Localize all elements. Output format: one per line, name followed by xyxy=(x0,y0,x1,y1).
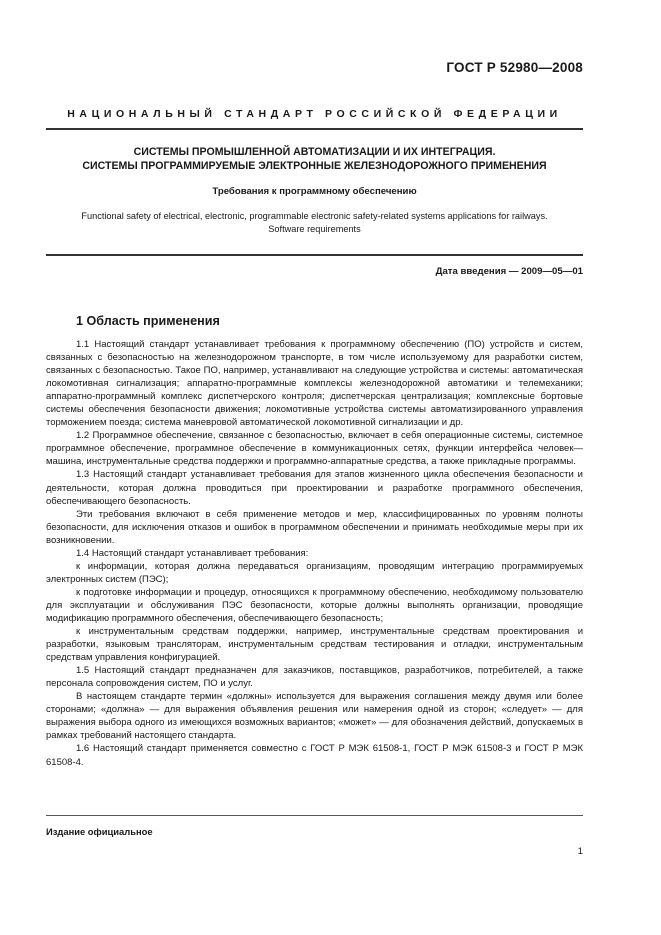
paragraph: 1.2 Программное обеспечение, связанное с безопасностью, включает в себя операционные системы, системное программное обеспечение, программное обеспечение в коммуникационных сетях, функции интерфейса человек—машина, инструментальные средства поддержки и программно-аппаратные средства, а также прикладные программы. xyxy=(46,430,583,468)
paragraph: 1.5 Настоящий стандарт предназначен для заказчиков, поставщиков, разработчиков, потребителей, а также персонала сопровождения систем, ПО и услуг. xyxy=(46,665,583,690)
paragraph: 1.4 Настоящий стандарт устанавливает требования: xyxy=(76,547,309,559)
page-number: 1 xyxy=(577,846,583,857)
header-divider xyxy=(46,128,583,130)
section-heading: 1 Область применения xyxy=(76,314,220,328)
paragraph: 1.3 Настоящий стандарт устанавливает требования для этапов жизненного цикла обеспечения безопасности и деятельности, которая должна проводиться при проектировании и разработке программного обеспечения, обеспечивающего безопасность. xyxy=(46,469,583,507)
standard-id: ГОСТ Р 52980—2008 xyxy=(446,60,583,75)
document-subtitle: Требования к программному обеспечению xyxy=(212,186,417,197)
paragraph: 1.6 Настоящий стандарт применяется совместно с ГОСТ Р МЭК 61508-1, ГОСТ Р МЭК 61508-3 и ГОСТ Р МЭК 61508-4. xyxy=(46,743,583,768)
footer-divider xyxy=(46,815,583,816)
section-body xyxy=(46,338,583,769)
paragraph: Эти требования включают в себя применение методов и мер, классифицированных по уровням полноты безопасности, для исключения отказов и ошибок в программном обеспечении и принимать необходимые меры при их возникновении. xyxy=(46,508,583,546)
introduction-date: Дата введения — 2009—05—01 xyxy=(435,266,583,277)
paragraph: к информации, которая должна передаваться организациям, проводящим интеграцию программируемых электронных систем (ПЭС); xyxy=(46,560,583,585)
english-title-line-1: Functional safety of electrical, electronic, programmable electronic safety-related systems applications for railways. xyxy=(81,211,548,221)
national-standard-heading: НАЦИОНАЛЬНЫЙ СТАНДАРТ РОССИЙСКОЙ ФЕДЕРАЦИИ xyxy=(67,108,562,120)
title-line-2: СИСТЕМЫ ПРОГРАММИРУЕМЫЕ ЭЛЕКТРОННЫЕ ЖЕЛЕЗНОДОРОЖНОГО ПРИМЕНЕНИЯ xyxy=(82,159,547,172)
paragraph: к подготовке информации и процедур, относящихся к программному обеспечению, необходимому пользователю для эксплуатации и обслуживания ПЭС безопасности, которые должны выполнять организации, проводящие модификацию программного обеспечения, обеспечивающего безопасность; xyxy=(46,586,583,624)
paragraph: 1.1 Настоящий стандарт устанавливает требования к программному обеспечению (ПО) устройств и систем, связанных с безопасностью на железнодорожном транспорте, в том числе используемому для разработки систем, связанных с безопасностью. Такое ПО, например, устанавливают на следующие устройства и системы: автоматическая локомотивная сигнализация; аппаратно-программные комплексы железнодорожной автоматики и телемеханики; аппаратно-программный комплекс диспетчерского контроля; диспетчерская централизация; комплексные бортовые системы обеспечения безопасности движения; локомотивные устройства системы автоматизированного управления торможением поезда; система маневровой автоматической локомотивной сигнализации и др. xyxy=(46,339,583,429)
paragraph: В настоящем стандарте термин «должны» используется для выражения соглашения между двумя или более сторонами; «должна» — для выражения объявления решения или намерения одной из сторон; «следует» — для выражения выбора одного из имеющихся возможных вариантов; «может» — для обозначения действий, допускаемых в рамках требований настоящего стандарта. xyxy=(46,691,583,742)
paragraph: к инструментальным средствам поддержки, например, инструментальные средствам проектирования и разработки, языковым трансляторам, инструментальным средствам тестирования и отладки, инструментальным средствам управления конфигурацией. xyxy=(46,626,583,664)
title-line-1: СИСТЕМЫ ПРОМЫШЛЕННОЙ АВТОМАТИЗАЦИИ И ИХ ИНТЕГРАЦИЯ. xyxy=(133,146,496,158)
title-divider xyxy=(46,254,583,256)
document-title xyxy=(46,146,583,173)
english-title-line-2: Software requirements xyxy=(268,224,361,234)
edition-label: Издание официальное xyxy=(46,826,153,837)
english-title xyxy=(46,210,583,236)
